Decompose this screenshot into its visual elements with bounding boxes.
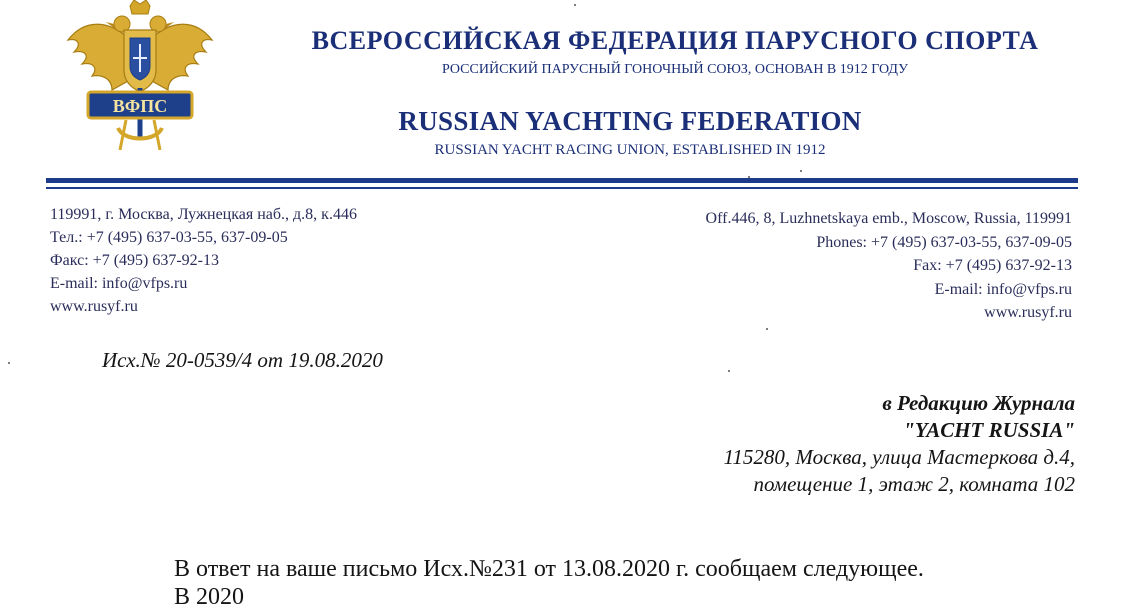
contact-fax-ru: Факс: +7 (495) 637-92-13	[50, 252, 219, 269]
recipient-address-line-1: 115280, Москва, улица Мастеркова д.4,	[723, 445, 1075, 469]
contact-email-en: E-mail: info@vfps.ru	[934, 280, 1072, 298]
header-en-title: RUSSIAN YACHTING FEDERATION	[398, 106, 862, 136]
scan-speck	[766, 328, 768, 330]
contact-fax-en: Fax: +7 (495) 637-92-13	[913, 257, 1072, 274]
recipient-block	[515, 390, 1075, 498]
body-text-line-1: В ответ на ваше письмо Исх.№231 от 13.08.2020 г. сообщаем следующее.	[174, 556, 924, 582]
scan-speck	[8, 362, 10, 364]
contacts-ru	[50, 203, 510, 318]
scan-speck	[728, 370, 730, 372]
scan-speck	[748, 176, 750, 178]
recipient-address-line-2: помещение 1, этаж 2, комната 102	[753, 472, 1075, 496]
contact-address-en: Off.446, 8, Luzhnetskaya emb., Moscow, Russia, 119991	[705, 210, 1072, 227]
body-text-line-2: В 2020	[174, 584, 245, 610]
scan-speck	[574, 4, 576, 6]
header-divider-thick	[46, 178, 1078, 183]
contacts-en	[552, 207, 1072, 325]
outgoing-reference: Исх.№ 20-0539/4 от 19.08.2020	[102, 348, 383, 372]
contact-address-ru: 119991, г. Москва, Лужнецкая наб., д.8, к.446	[50, 206, 357, 223]
header-ru-subtitle: РОССИЙСКИЙ ПАРУСНЫЙ ГОНОЧНЫЙ СОЮЗ, ОСНОВАН В 1912 ГОДУ	[441, 62, 909, 77]
header-en-subtitle: RUSSIAN YACHT RACING UNION, ESTABLISHED IN 1912	[434, 142, 826, 158]
recipient-line-2: "YACHT RUSSIA"	[903, 418, 1075, 442]
contact-phone-ru: Тел.: +7 (495) 637-03-55, 637-09-05	[50, 229, 288, 246]
contact-email-ru: E-mail: info@vfps.ru	[50, 275, 188, 292]
header-ru-title: ВСЕРОССИЙСКАЯ ФЕДЕРАЦИЯ ПАРУСНОГО СПОРТА	[311, 26, 1039, 55]
contact-phone-en: Phones: +7 (495) 637-03-55, 637-09-05	[816, 233, 1072, 251]
scan-speck	[800, 170, 802, 172]
contact-website-ru: www.rusyf.ru	[50, 298, 138, 315]
recipient-line-1: в Редакцию Журнала	[882, 391, 1075, 415]
contact-website-en: www.rusyf.ru	[984, 304, 1072, 321]
header-divider-thin	[46, 187, 1078, 189]
emblem-label: ВФПС	[112, 96, 168, 116]
